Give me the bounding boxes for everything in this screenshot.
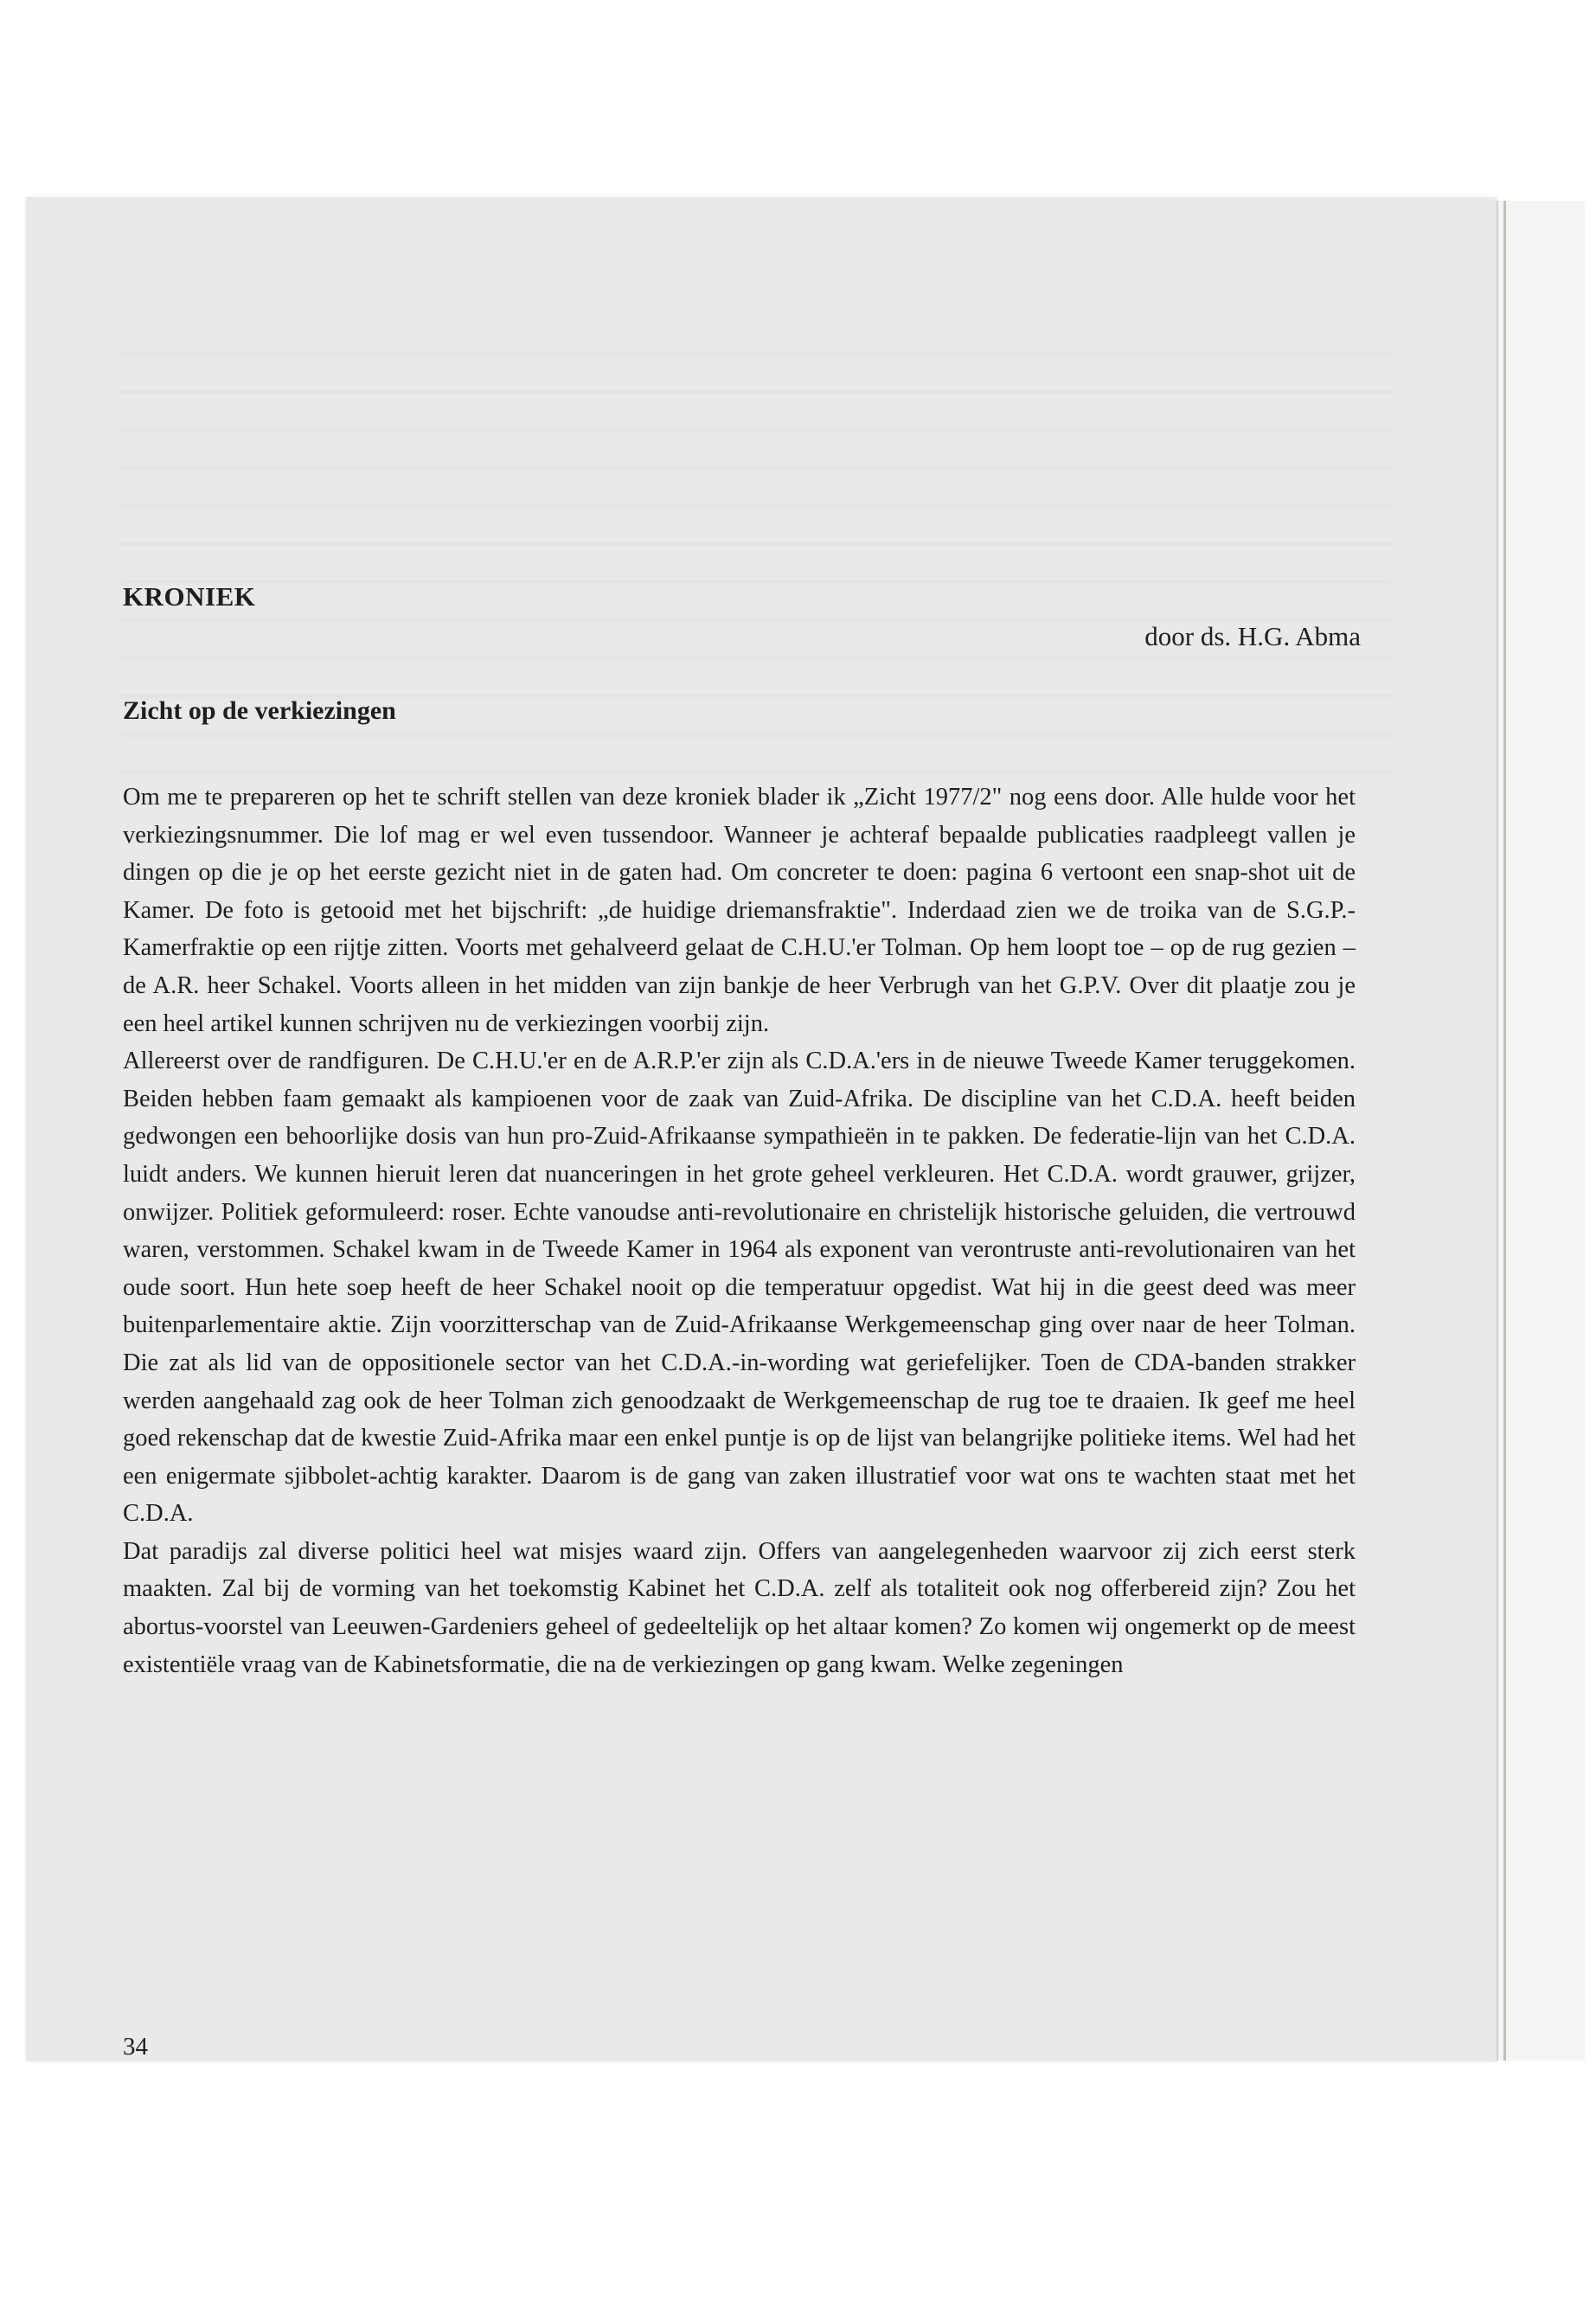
page-number: 34 bbox=[123, 2033, 148, 2061]
author-byline: door ds. H.G. Abma bbox=[1144, 621, 1361, 651]
section-title: KRONIEK bbox=[123, 581, 256, 612]
paragraph-2: Allereerst over de randfiguren. De C.H.U.'er en de A.R.P.'er zijn als C.D.A.'ers in de nieuwe Tweede Kamer teruggekomen. Beiden hebben faam gemaakt als kampioenen voor de zaak van Zuid-Afrika. De discipline van het C.D.A. heeft beiden gedwongen een behoorlijke dosis van hun pro-Zuid-Afrikaanse sympathieën in te pakken. De federatie-lijn van het C.D.A. luidt anders. We kunnen hieruit leren dat nuanceringen in het grote geheel verkleuren. Het C.D.A. wordt grauwer, grijzer, onwijzer. Politiek geformuleerd: roser. Echte vanoudse anti-revolutionaire en christelijk historische geluiden, die vertrouwd waren, verstommen. Schakel kwam in de Tweede Kamer in 1964 als exponent van verontruste anti-revolutionairen van het oude soort. Hun hete soep heeft de heer Schakel nooit op die temperatuur opgedist. Wat hij in die geest deed was meer buitenparlementaire aktie. Zijn voorzitterschap van de Zuid-Afrikaanse Werkgemeenschap ging over naar de heer Tolman. Die zat als lid van de oppositionele sector van het C.D.A.-in-wording wat geriefelijker. Toen de CDA-banden strakker werden aangehaald zag ook de heer Tolman zich genoodzaakt de Werkgemeenschap de rug toe te draaien. Ik geef me heel goed rekenschap dat de kwestie Zuid-Afrika maar een enkel puntje is op de lijst van belangrijke politieke items. Wel had het een enigermate sjibbolet-achtig karakter. Daarom is de gang van zaken illustratief voor wat ons te wachten staat met het C.D.A. bbox=[123, 1048, 1356, 1528]
paragraph-3: Dat paradijs zal diverse politici heel wat misjes waard zijn. Offers van aangelegenheden waarvoor zij zich eerst sterk maakten. Zal bij de vorming van het toekomstig Kabinet het C.D.A. zelf als totaliteit ook nog offerbereid zijn? Zou het abortus-voorstel van Leeuwen-Gardeniers geheel of gedeeltelijk op het altaar komen? Zo komen wij ongemerkt op de meest existentiële vraag van de Kabinetsformatie, die na de verkiezingen op gang kwam. Welke zegeningen bbox=[123, 1537, 1356, 1678]
page-edge-shadow bbox=[1503, 201, 1506, 2061]
article-body bbox=[123, 779, 1356, 1683]
page-edge bbox=[1497, 201, 1585, 2061]
article-heading: Zicht op de verkiezingen bbox=[123, 696, 396, 725]
paragraph-1: Om me te prepareren op het te schrift stellen van deze kroniek blader ik „Zicht 1977/2" nog eens door. Alle hulde voor het verkiezingsnummer. Die lof mag er wel even tussendoor. Wanneer je achteraf bepaalde publicaties raadpleegt vallen je dingen op die je op het eerste gezicht niet in de gaten had. Om concreter te doen: pagina 6 vertoont een snap-shot uit de Kamer. De foto is getooid met het bijschrift: „de huidige driemansfraktie". Inderdaad zien we de troika van de S.G.P.-Kamerfraktie op een rijtje zitten. Voorts met gehalveerd gelaat de C.H.U.'er Tolman. Op hem loopt toe – op de rug gezien – de A.R. heer Schakel. Voorts alleen in het midden van zijn bankje de heer Verbrugh van het G.P.V. Over dit plaatje zou je een heel artikel kunnen schrijven nu de verkiezingen voorbij zijn. bbox=[123, 784, 1356, 1037]
